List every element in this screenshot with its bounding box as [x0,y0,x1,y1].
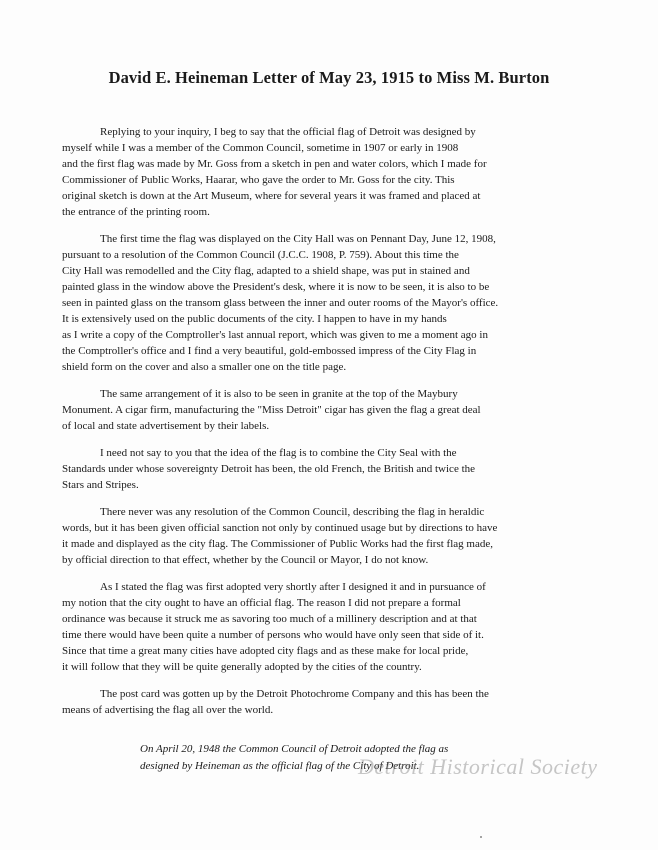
text-line: There never was any resolution of the Common Council, describing the flag in heraldic [100,506,485,518]
text-line: original sketch is down at the Art Museum, where for several years it was framed and placed at [62,190,481,202]
paragraph-1 [62,124,602,220]
text-line: City Hall was remodelled and the City flag, adapted to a shield shape, was put in stained and [62,265,470,277]
watermark: Detroit Historical Society [358,754,598,779]
text-line: ordinance was because it struck me as savoring too much of a millinery description and at that [62,613,477,625]
text-line: and the first flag was made by Mr. Goss from a sketch in pen and water colors, which I made for [62,158,487,170]
paper-speck [480,836,482,838]
text-line: I need not say to you that the idea of the flag is to combine the City Seal with the [100,447,457,459]
paragraph-2 [62,231,602,375]
text-line: myself while I was a member of the Common Council, sometime in 1907 or early in 1908 [62,142,459,154]
text-line: Stars and Stripes. [62,479,139,491]
letter-body [62,124,602,729]
note-line: designed by Heineman as the official flag of the City of Detroit. [140,759,420,772]
text-line: The post card was gotten up by the Detroit Photochrome Company and this has been the [100,688,489,700]
paragraph-4 [62,445,602,493]
text-line: painted glass in the window above the President's desk, where it is now to be seen, it is also to be [62,281,490,293]
text-line: As I stated the flag was first adopted very shortly after I designed it and in pursuance of [100,581,486,593]
text-line: seen in painted glass on the transom glass between the inner and outer rooms of the Mayor's office. [62,297,499,309]
text-line: pursuant to a resolution of the Common Council (J.C.C. 1908, P. 759). About this time the [62,249,459,261]
text-line: words, but it has been given official sanction not only by continued usage but by directions to have [62,522,498,534]
text-line: Commissioner of Public Works, Haarar, who gave the order to Mr. Goss for the city. This [62,174,455,186]
note-line: On April 20, 1948 the Common Council of Detroit adopted the flag as [140,743,449,755]
text-line: The same arrangement of it is also to be seen in granite at the top of the Maybury [100,388,458,400]
text-line: Replying to your inquiry, I beg to say that the official flag of Detroit was designed by [100,126,476,138]
paragraph-3 [62,386,602,434]
text-line: Since that time a great many cities have adopted city flags and as these make for local pride, [62,645,469,657]
text-line: shield form on the cover and also a smaller one on the title page. [62,361,347,373]
text-line: my notion that the city ought to have an official flag. The reason I did not prepare a formal [62,597,461,609]
document-title: David E. Heineman Letter of May 23, 1915 to Miss M. Burton [108,68,550,87]
paragraph-6 [62,579,602,675]
text-line: The first time the flag was displayed on the City Hall was on Pennant Day, June 12, 1908, [100,233,496,245]
text-line: by official direction to that effect, whether by the Council or Mayor, I do not know. [62,554,429,566]
text-line: it made and displayed as the city flag. The Commissioner of Public Works had the first flag made, [62,538,493,550]
text-line: means of advertising the flag all over the world. [62,704,274,716]
paragraph-7 [62,686,602,718]
text-line: the entrance of the printing room. [62,206,210,218]
text-line: time there would have been quite a number of persons who would have only seen that side of it. [62,629,484,641]
text-line: Monument. A cigar firm, manufacturing the "Miss Detroit" cigar has given the flag a great deal [62,404,481,416]
text-line: Standards under whose sovereignty Detroit has been, the old French, the British and twice the [62,463,476,475]
paragraph-5 [62,504,602,568]
text-line: as I write a copy of the Comptroller's last annual report, which was given to me a moment ago in [62,329,488,341]
text-line: of local and state advertisement by their labels. [62,420,270,432]
text-line: It is extensively used on the public documents of the city. I happen to have in my hands [62,313,447,325]
text-line: the Comptroller's office and I find a very beautiful, gold-embossed impress of the City Flag in [62,345,477,357]
text-line: it will follow that they will be quite generally adopted by the cities of the country. [62,661,422,673]
